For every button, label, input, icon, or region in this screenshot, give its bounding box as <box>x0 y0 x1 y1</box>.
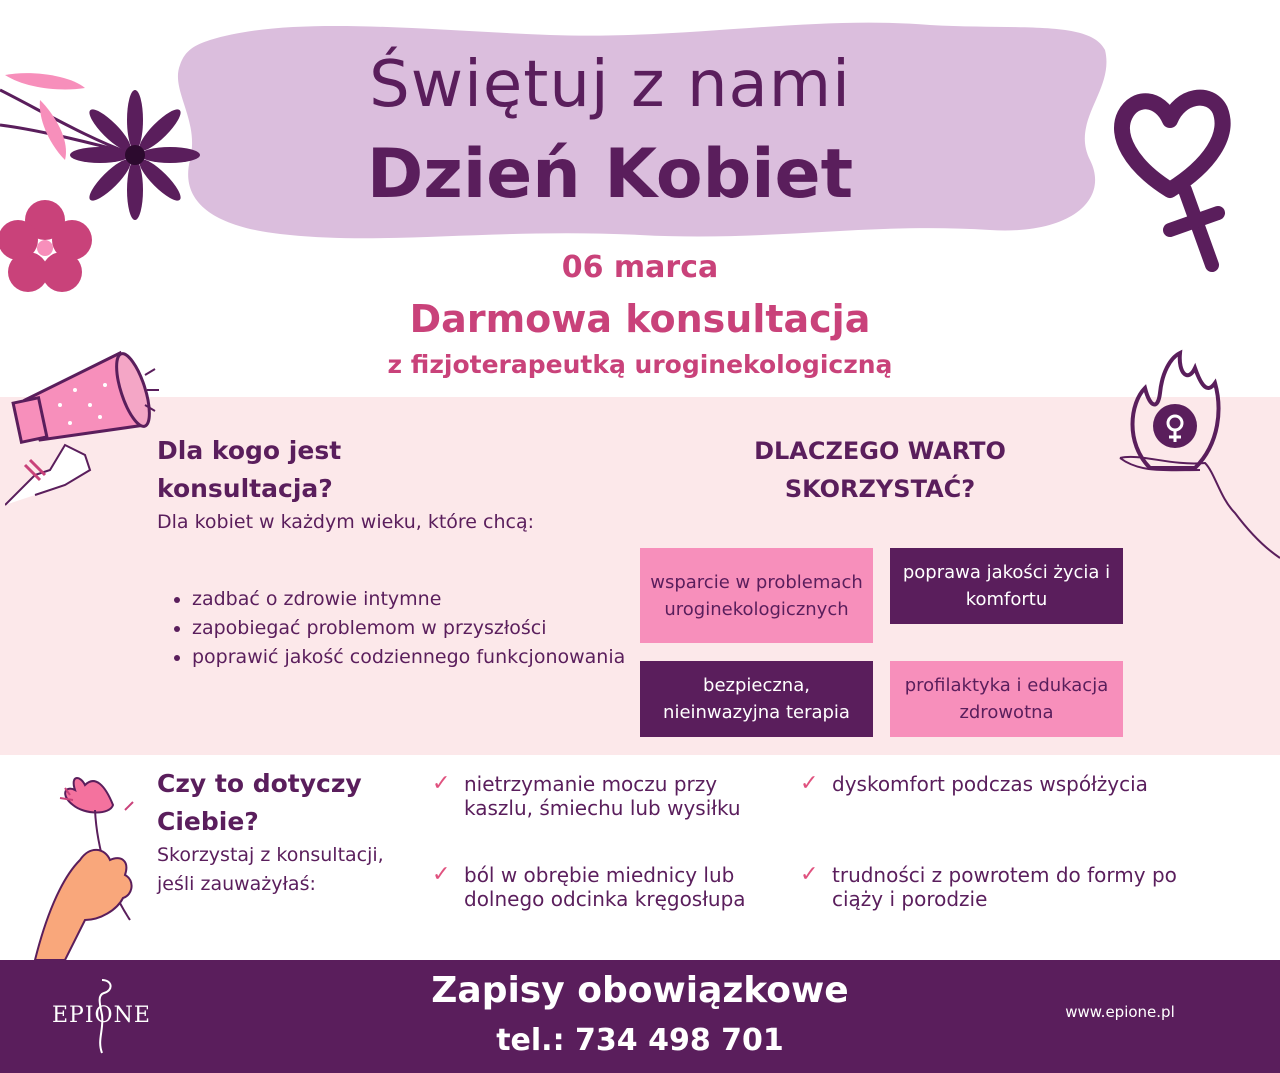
footer-phone[interactable]: tel.: 734 498 701 <box>496 1023 784 1058</box>
title-line-1: Świętuj z nami <box>369 48 851 122</box>
flame-female-symbol-icon <box>1110 348 1280 573</box>
why-heading: DLACZEGO WARTO SKORZYSTAĆ? <box>754 437 1006 503</box>
symptom-item <box>800 863 1230 911</box>
symptom-item <box>800 772 1230 796</box>
symptom-text: ból w obrębie miednicy lub dolnego odcinka kręgosłupa <box>464 863 746 911</box>
symptom-item <box>432 863 792 911</box>
title-line-2: Dzień Kobiet <box>366 135 854 214</box>
concern-heading: Czy to dotyczy Ciebie? <box>157 769 362 836</box>
hand-holding-flower-icon <box>25 770 165 960</box>
symptom-item <box>432 772 792 820</box>
flower-icon <box>0 70 210 300</box>
logo-text: EPIONE <box>52 1003 151 1028</box>
offer-subtitle: z fizjoterapeutką uroginekologiczną <box>387 350 893 379</box>
check-icon: ✓ <box>800 771 819 796</box>
check-icon: ✓ <box>432 771 451 796</box>
benefit-box: wsparcie w problemach uroginekologicznych <box>640 548 873 643</box>
list-item: • zapobiegać problemom w przyszłości <box>192 614 632 643</box>
list-item: • zadbać o zdrowie intymne <box>192 585 632 614</box>
benefit-box: bezpieczna, nieinwazyjna terapia <box>640 661 873 737</box>
list-item: • poprawić jakość codziennego funkcjonowania <box>192 643 632 672</box>
symptom-text: dyskomfort podczas współżycia <box>832 772 1148 796</box>
footer-url[interactable]: www.epione.pl <box>1065 1003 1175 1021</box>
who-description: Dla kobiet w każdym wieku, które chcą: <box>157 511 535 533</box>
check-icon: ✓ <box>432 862 451 887</box>
check-icon: ✓ <box>800 862 819 887</box>
symptom-text: trudności z powrotem do formy po ciąży i porodzie <box>832 863 1177 911</box>
benefit-box: profilaktyka i edukacja zdrowotna <box>890 661 1123 737</box>
offer-title: Darmowa konsultacja <box>409 297 871 341</box>
benefit-box: poprawa jakości życia i komfortu <box>890 548 1123 624</box>
event-date: 06 marca <box>561 250 719 285</box>
who-heading: Dla kogo jest konsultacja? <box>157 436 342 503</box>
female-heart-symbol-icon <box>1110 85 1240 275</box>
footer-title: Zapisy obowiązkowe <box>431 970 849 1011</box>
megaphone-icon <box>5 345 160 510</box>
symptom-text: nietrzymanie moczu przy kaszlu, śmiechu lub wysiłku <box>464 772 741 820</box>
who-list <box>170 585 632 672</box>
concern-description: Skorzystaj z konsultacji, jeśli zauważyłaś: <box>157 844 384 895</box>
